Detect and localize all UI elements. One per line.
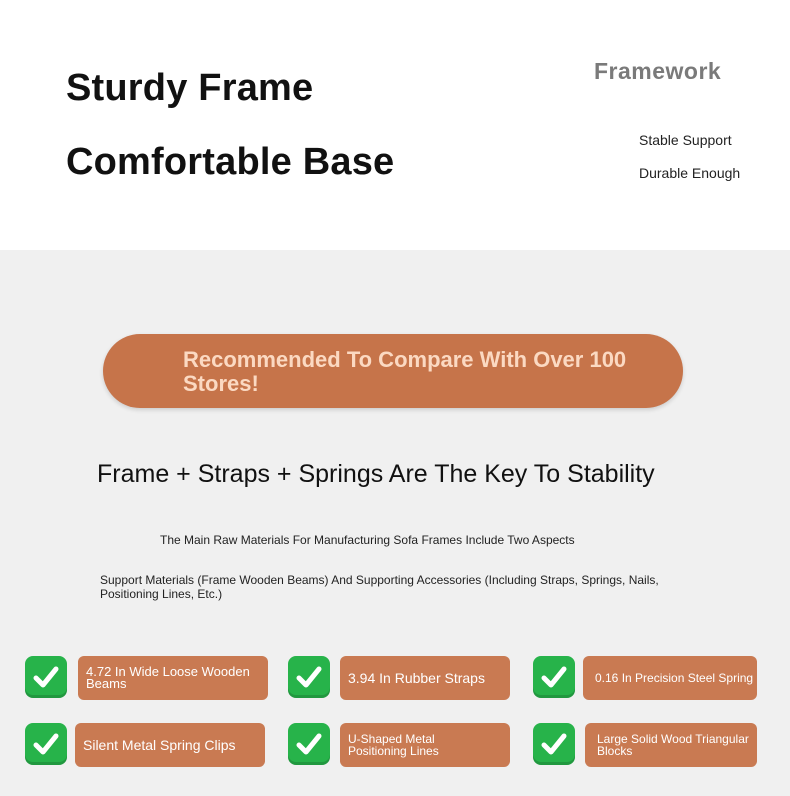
feature-label: Large Solid Wood Triangular Blocks bbox=[597, 732, 749, 758]
title-line-1: Sturdy Frame bbox=[66, 67, 314, 109]
feature-positioning-lines bbox=[288, 723, 513, 767]
title-line-2: Comfortable Base bbox=[66, 141, 395, 183]
feature-label: 4.72 In Wide Loose Wooden Beams bbox=[86, 664, 250, 691]
bottom-section bbox=[0, 250, 790, 796]
description-support-materials: Support Materials (Frame Wooden Beams) And Supporting Accessories (Including Straps, Springs, Nails, Positioning Lines, Etc.) bbox=[100, 573, 659, 601]
key-headline: Frame + Straps + Springs Are The Key To Stability bbox=[97, 460, 655, 488]
top-section bbox=[0, 0, 790, 250]
feature-badge bbox=[78, 656, 268, 700]
description-main-materials: The Main Raw Materials For Manufacturing Sofa Frames Include Two Aspects bbox=[160, 533, 575, 547]
check-icon bbox=[288, 656, 330, 698]
feature-steel-spring bbox=[533, 656, 758, 700]
feature-spring-clips bbox=[25, 723, 270, 767]
feature-badge bbox=[75, 723, 265, 767]
check-icon bbox=[25, 723, 67, 765]
feature-wooden-beams bbox=[25, 656, 270, 700]
tagline-stable: Stable Support bbox=[639, 132, 732, 148]
check-icon bbox=[288, 723, 330, 765]
feature-label: Silent Metal Spring Clips bbox=[83, 737, 236, 753]
brand-label: Framework bbox=[594, 58, 722, 84]
recommend-banner-text: Recommended To Compare With Over 100 Stores! bbox=[183, 347, 627, 396]
feature-label: 3.94 In Rubber Straps bbox=[348, 670, 485, 686]
feature-label: U-Shaped Metal Positioning Lines bbox=[348, 732, 439, 758]
feature-label: 0.16 In Precision Steel Spring bbox=[595, 671, 754, 685]
check-icon bbox=[533, 723, 575, 765]
recommend-banner bbox=[103, 334, 683, 408]
feature-badge bbox=[583, 656, 757, 700]
feature-badge bbox=[340, 656, 510, 700]
check-icon bbox=[533, 656, 575, 698]
check-icon bbox=[25, 656, 67, 698]
tagline-durable: Durable Enough bbox=[639, 165, 741, 181]
feature-badge bbox=[585, 723, 757, 767]
feature-badge bbox=[340, 723, 510, 767]
feature-rubber-straps bbox=[288, 656, 513, 700]
feature-triangular-blocks bbox=[533, 723, 758, 767]
